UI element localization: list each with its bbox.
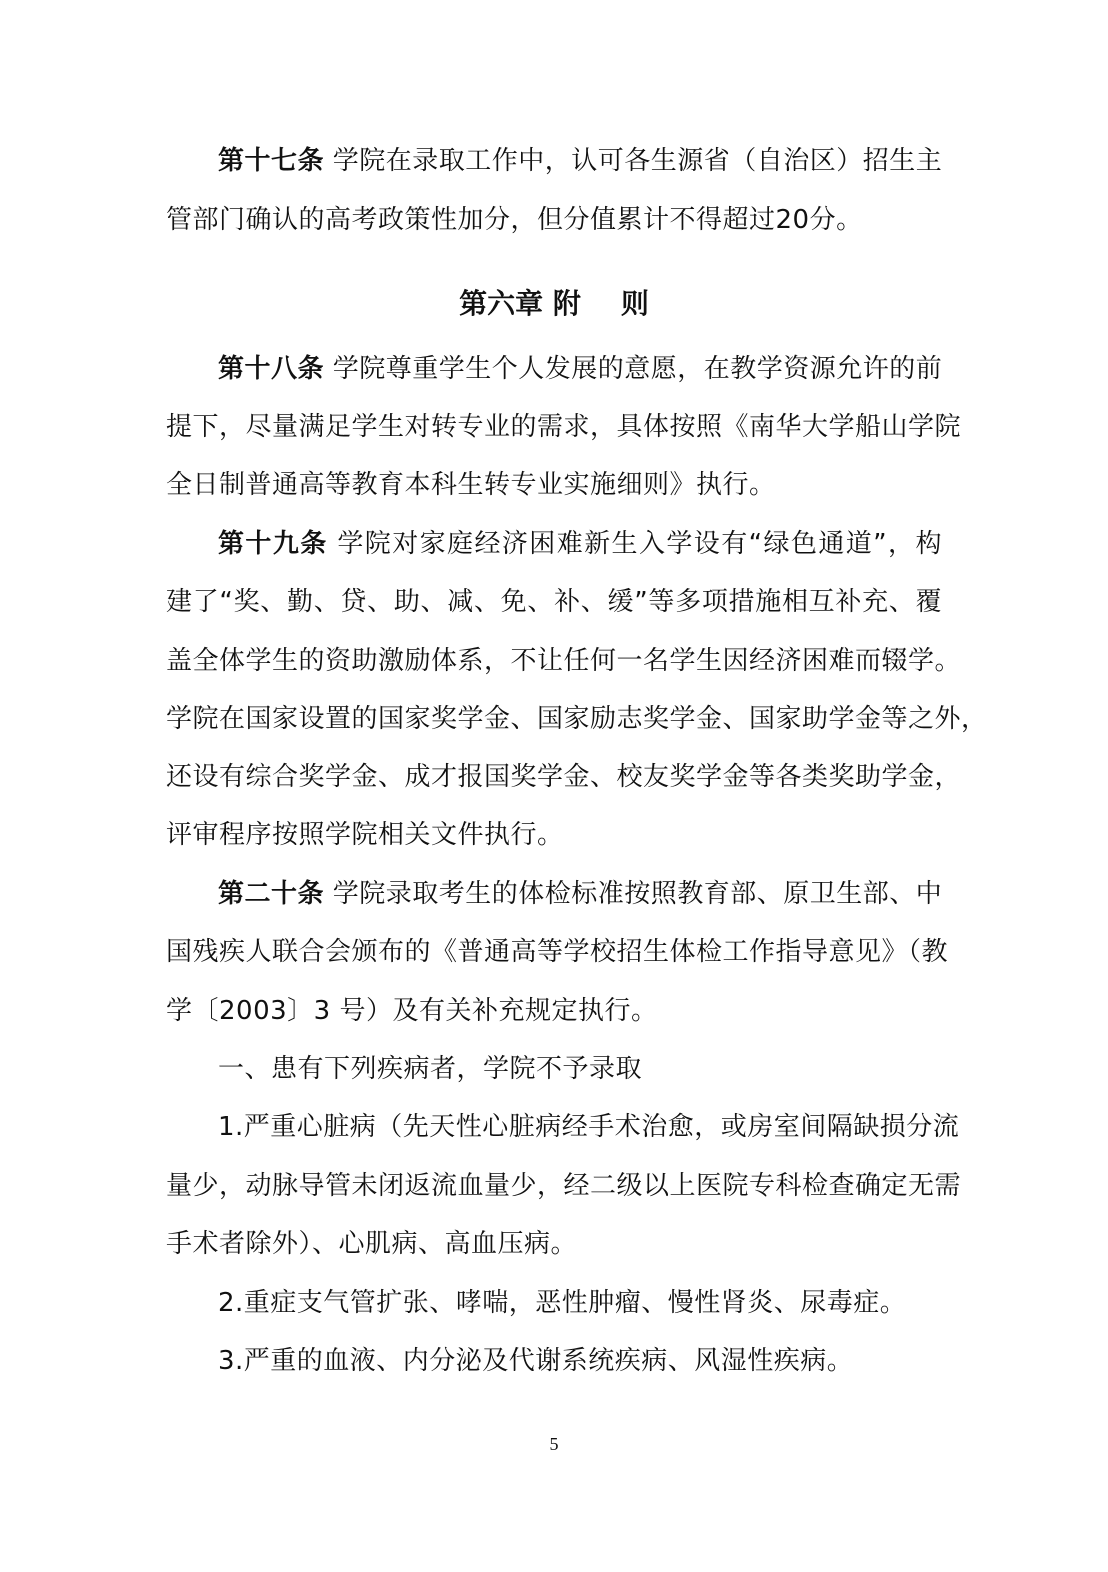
article-18-label: 第十八条: [218, 354, 325, 384]
item-2: 2.重症支气管扩张、哮喘，恶性肿瘤、慢性肾炎、尿毒症。: [218, 1288, 907, 1318]
article-19-line-1: [218, 528, 942, 560]
article-17-text-1: 学院在录取工作中，认可各生源省（自治区）招生主: [332, 146, 943, 176]
article-20-line-2: 国残疾人联合会颁布的《普通高等学校招生体检工作指导意见》（教: [166, 937, 949, 967]
chapter-6-heading: [0, 287, 1108, 321]
article-19-text-1: 学院对家庭经济困难新生入学设有“绿色通道”，构: [337, 529, 942, 559]
item-1-line-2: 量少，动脉导管未闭返流血量少，经二级以上医院专科检查确定无需: [166, 1171, 962, 1201]
article-20-line-3: 学〔2003〕3 号）及有关补充规定执行。: [166, 996, 658, 1026]
article-17-line-1: [218, 145, 942, 177]
chapter-6-title-part-2: 则: [620, 287, 649, 320]
article-18-line-2: 提下，尽量满足学生对转专业的需求，具体按照《南华大学船山学院: [166, 412, 962, 442]
section-1-heading: 一、患有下列疾病者，学院不予录取: [218, 1054, 643, 1084]
article-19-line-4: 学院在国家设置的国家奖学金、国家励志奖学金、国家助学金等之外，: [166, 704, 988, 734]
item-1-line-3: 手术者除外）、心肌病、高血压病。: [166, 1229, 578, 1259]
item-3: 3.严重的血液、内分泌及代谢系统疾病、风湿性疾病。: [218, 1346, 854, 1376]
page-number: 5: [549, 1434, 559, 1454]
article-19-label: 第十九条: [218, 529, 328, 559]
article-19-line-2: 建了“奖、勤、贷、助、减、免、补、缓”等多项措施相互补充、覆: [166, 587, 942, 617]
article-20-text-1: 学院录取考生的体检标准按照教育部、原卫生部、中: [332, 879, 943, 909]
article-20-line-1: [218, 878, 942, 910]
article-19-line-6: 评审程序按照学院相关文件执行。: [166, 820, 564, 850]
item-1-line-1: 1.严重心脏病（先天性心脏病经手术治愈，或房室间隔缺损分流: [218, 1112, 960, 1142]
article-19-line-5: 还设有综合奖学金、成才报国奖学金、校友奖学金等各类奖助学金，: [166, 762, 962, 792]
article-17-line-2: 管部门确认的高考政策性加分，但分值累计不得超过20分。: [166, 205, 863, 235]
article-20-label: 第二十条: [218, 879, 325, 909]
article-18-text-1: 学院尊重学生个人发展的意愿，在教学资源允许的前: [332, 354, 943, 384]
article-17-label: 第十七条: [218, 146, 325, 176]
article-18-line-1: [218, 353, 942, 385]
article-19-line-3: 盖全体学生的资助激励体系，不让任何一名学生因经济困难而辍学。: [166, 646, 962, 676]
chapter-6-title-part-1: 第六章 附: [459, 287, 581, 320]
article-18-line-3: 全日制普通高等教育本科生转专业实施细则》执行。: [166, 470, 776, 500]
